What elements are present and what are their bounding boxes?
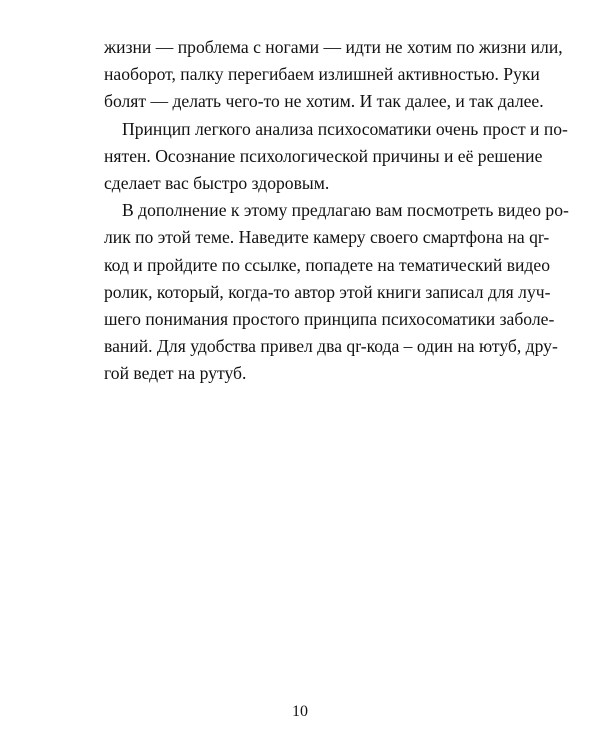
text-line: нятен. Осознание психологической причины и её решение — [104, 145, 543, 166]
text-line: наоборот, палку перегибаем излишней активностью. Руки — [104, 64, 540, 85]
text-line: Принцип легкого анализа психосоматики очень прост и по- — [122, 118, 568, 139]
text-line: сделает вас быстро здоровым. — [104, 172, 330, 193]
paragraph-2 — [104, 116, 568, 198]
page-number: 10 — [292, 703, 308, 720]
paragraph-1 — [104, 34, 563, 116]
text-line: код и пройдите по ссылке, попадете на тематический видео — [104, 254, 550, 275]
body-text — [104, 34, 569, 387]
text-line: гой ведет на рутуб. — [104, 363, 247, 384]
text-line: В дополнение к этому предлагаю вам посмотреть видео ро- — [122, 200, 569, 221]
text-line: болят — делать чего-то не хотим. И так далее, и так далее. — [104, 91, 544, 112]
text-line: ваний. Для удобства привел два qr-кода – один на ютуб, дру- — [104, 336, 558, 357]
paragraph-3 — [104, 197, 569, 387]
text-line: ролик, который, когда-то автор этой книги записал для луч- — [104, 281, 551, 302]
text-line: шего понимания простого принципа психосоматики заболе- — [104, 308, 555, 329]
text-line: лик по этой теме. Наведите камеру своего смартфона на qr- — [104, 227, 550, 248]
text-line: жизни — проблема с ногами — идти не хотим по жизни или, — [104, 37, 563, 57]
